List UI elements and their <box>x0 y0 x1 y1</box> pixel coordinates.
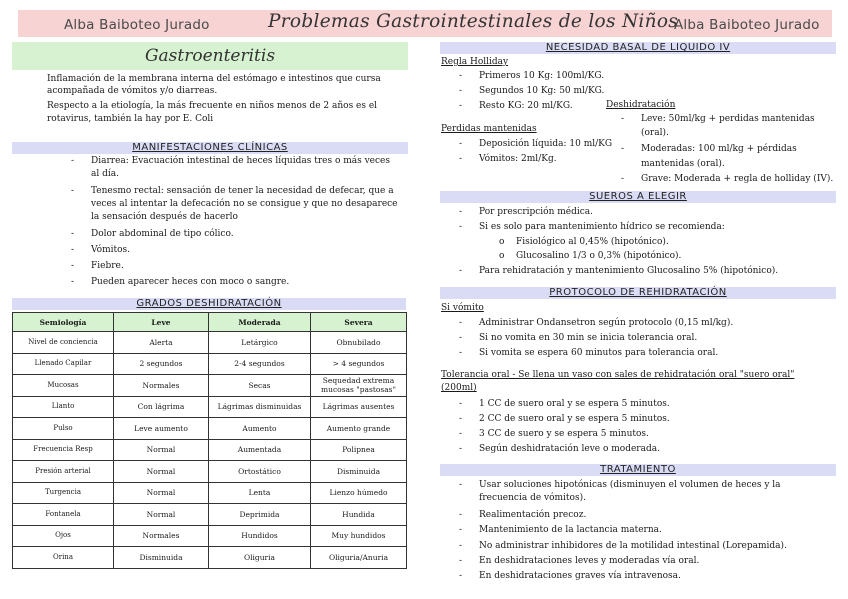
manif-item-fiebre: - Fiebre. <box>91 260 124 272</box>
table-cell: Pulso <box>13 418 114 440</box>
tolerancia-heading-cont: (200ml) <box>441 383 477 393</box>
sueros-item-3: - Para rehidratación y mantenimiento Glucosalino 5% (hipotónico). <box>479 265 778 277</box>
table-cell: Mucosas <box>13 375 114 397</box>
table-cell: Polipnea <box>311 439 407 461</box>
table-row <box>13 482 407 504</box>
table-cell: Turgencia <box>13 482 114 504</box>
tolerancia-item-2: - 2 CC de suero oral y se espera 5 minutos. <box>479 413 670 425</box>
table-cell: Fontanela <box>13 504 114 526</box>
table-row <box>13 375 407 397</box>
table-row <box>13 353 407 375</box>
tolerancia-item-1: - 1 CC de suero oral y se espera 5 minutos. <box>479 398 670 410</box>
deshid-item-moderada-cont: mantenidas (oral). <box>641 159 725 169</box>
manif-item-tenesmo-cont-2: la sensación después de hacerlo <box>91 212 238 222</box>
table-cell: Llenado Capilar <box>13 353 114 375</box>
table-cell: Leve aumento <box>114 418 209 440</box>
vomito-item-1: - Administrar Ondansetron según protocolo (0,15 ml/kg). <box>479 317 733 329</box>
table-cell: Hundidos <box>209 525 311 547</box>
tratamiento-item-5: - En deshidrataciones leves y moderadas vía oral. <box>479 555 699 567</box>
author-left: Alba Baiboteo Jurado <box>64 17 210 33</box>
table-cell: Orina <box>13 547 114 569</box>
table-cell: Obnubilado <box>311 332 407 354</box>
gastro-definition-1: Inflamación de la membrana interna del estómago e intestinos que cursa <box>47 74 381 84</box>
table-row <box>13 461 407 483</box>
protocolo-title: PROTOCOLO DE REHIDRATACIÓN <box>440 287 836 299</box>
grados-header-row <box>13 313 407 332</box>
sueros-subitem-1: o Fisiológico al 0,45% (hipotónico). <box>516 236 669 248</box>
grados-header-severa: Severa <box>311 313 407 332</box>
table-cell: > 4 segundos <box>311 353 407 375</box>
table-cell: Ojos <box>13 525 114 547</box>
holliday-item-2: - Segundos 10 Kg: 50 ml/KG. <box>479 85 604 97</box>
table-cell: Lenta <box>209 482 311 504</box>
tolerancia-item-4: - Según deshidratación leve o moderada. <box>479 443 660 455</box>
tratamiento-item-3: - Mantenimiento de la lactancia materna. <box>479 524 662 536</box>
table-cell: Disminuida <box>311 461 407 483</box>
table-cell: Normal <box>114 482 209 504</box>
perdidas-item-2: - Vómitos: 2ml/Kg. <box>479 153 557 165</box>
vomito-heading: Si vómito <box>441 303 484 313</box>
grados-table <box>12 312 407 569</box>
table-row <box>13 504 407 526</box>
table-cell: Aumento grande <box>311 418 407 440</box>
manifestaciones-title: MANIFESTACIONES CLÍNICAS <box>12 142 408 154</box>
table-cell: Lágrimas disminuidas <box>209 396 311 418</box>
tratamiento-title: TRATAMIENTO <box>440 464 836 476</box>
tratamiento-item-2: - Realimentación precoz. <box>479 509 586 521</box>
table-cell: 2-4 segundos <box>209 353 311 375</box>
holliday-item-3: - Resto KG: 20 ml/KG. <box>479 100 573 112</box>
holliday-item-1: - Primeros 10 Kg: 100ml/KG. <box>479 70 604 82</box>
table-row <box>13 418 407 440</box>
manif-item-diarrea: - Diarrea: Evacuación intestinal de heces líquidas tres o más veces <box>91 155 390 167</box>
table-cell: Normal <box>114 461 209 483</box>
gastro-etiology-1: Respecto a la etiología, la más frecuente en niños menos de 2 años es el <box>47 101 378 111</box>
table-cell: Ortostático <box>209 461 311 483</box>
sueros-title: SUEROS A ELEGIR <box>440 191 836 203</box>
manif-item-heces: - Pueden aparecer heces con moco o sangre. <box>91 276 289 288</box>
gastro-title: Gastroenteritis <box>12 42 408 70</box>
table-cell: Disminuida <box>114 547 209 569</box>
deshid-item-leve: - Leve: 50ml/kg + perdidas mantenidas <box>641 113 815 125</box>
table-row <box>13 525 407 547</box>
table-cell: Muy hundidos <box>311 525 407 547</box>
table-cell: Normales <box>114 525 209 547</box>
table-cell: 2 segundos <box>114 353 209 375</box>
table-cell: Normal <box>114 439 209 461</box>
manif-item-vomitos: - Vómitos. <box>91 244 130 256</box>
table-cell: Normales <box>114 375 209 397</box>
tratamiento-item-1-cont: frecuencia de vómitos). <box>479 493 586 503</box>
table-cell: Oliguria <box>209 547 311 569</box>
perdidas-heading: Perdidas mantenidas <box>441 124 537 134</box>
manif-item-tenesmo-cont-1: veces al intentar la defecación no se consigue y que no desaparece <box>91 199 398 209</box>
tratamiento-item-4: - No administrar inhibidores de la motilidad intestinal (Lorepamida). <box>479 540 787 552</box>
grados-header-leve: Leve <box>114 313 209 332</box>
tratamiento-item-1: - Usar soluciones hipotónicas (disminuyen el volumen de heces y la <box>479 479 781 491</box>
necesidad-title: NECESIDAD BASAL DE LIQUIDO IV <box>440 42 836 54</box>
holliday-heading: Regla Holliday <box>441 57 509 67</box>
vomito-item-2: - Si no vomita en 30 min se inicia tolerancia oral. <box>479 332 697 344</box>
table-row <box>13 396 407 418</box>
manif-item-dolor: - Dolor abdominal de tipo cólico. <box>91 228 234 240</box>
table-cell: Hundida <box>311 504 407 526</box>
table-cell: Deprimida <box>209 504 311 526</box>
table-row <box>13 547 407 569</box>
sueros-subitem-2: o Glucosalino 1/3 o 0,3% (hipotónico). <box>516 250 681 262</box>
table-row <box>13 332 407 354</box>
grados-title: GRADOS DESHIDRATACIÓN <box>12 298 406 310</box>
table-cell: Nivel de conciencia <box>13 332 114 354</box>
manif-item-diarrea-cont: al día. <box>91 169 119 179</box>
tratamiento-item-6: - En deshidrataciones graves vía intravenosa. <box>479 570 681 582</box>
table-cell: Oliguria/Anuria <box>311 547 407 569</box>
table-row <box>13 439 407 461</box>
author-right: Alba Baiboteo Jurado <box>674 17 820 33</box>
gastro-etiology-2: rotavirus, también la hay por E. Coli <box>47 114 214 124</box>
tolerancia-heading: Tolerancia oral - Se llena un vaso con sales de rehidratación oral "suero oral" <box>441 370 795 380</box>
sueros-item-2: - Si es solo para mantenimiento hídrico se recomienda: <box>479 221 725 233</box>
deshidratacion-heading: Deshidratación <box>606 100 676 110</box>
table-cell: Aumentada <box>209 439 311 461</box>
tolerancia-item-3: - 3 CC de suero y se espera 5 minutos. <box>479 428 649 440</box>
page-title: Problemas Gastrointestinales de los Niños <box>268 11 679 32</box>
table-cell: Frecuencia Resp <box>13 439 114 461</box>
table-cell: Aumento <box>209 418 311 440</box>
sueros-item-1: - Por prescripción médica. <box>479 206 593 218</box>
deshid-item-moderada: - Moderadas: 100 ml/kg + pérdidas <box>641 143 797 155</box>
table-cell: Sequedad extrema mucosas "pastosas" <box>311 375 407 397</box>
vomito-item-3: - Si vomita se espera 60 minutos para tolerancia oral. <box>479 347 718 359</box>
table-cell: Con lágrima <box>114 396 209 418</box>
gastro-definition-2: acompañada de vómitos y/o diarreas. <box>47 86 218 96</box>
table-cell: Presión arterial <box>13 461 114 483</box>
manif-item-tenesmo: - Tenesmo rectal: sensación de tener la necesidad de defecar, que a <box>91 185 394 197</box>
table-cell: Lágrimas ausentes <box>311 396 407 418</box>
deshid-item-leve-cont: (oral). <box>641 128 669 138</box>
table-cell: Normal <box>114 504 209 526</box>
grados-header-moderada: Moderada <box>209 313 311 332</box>
table-cell: Lienzo húmedo <box>311 482 407 504</box>
perdidas-item-1: - Deposición líquida: 10 ml/KG <box>479 138 612 150</box>
table-cell: Letárgico <box>209 332 311 354</box>
table-cell: Alerta <box>114 332 209 354</box>
grados-header-semiologia: Semiología <box>13 313 114 332</box>
table-cell: Secas <box>209 375 311 397</box>
table-cell: Llanto <box>13 396 114 418</box>
deshid-item-grave: - Grave: Moderada + regla de holliday (IV). <box>641 173 833 185</box>
